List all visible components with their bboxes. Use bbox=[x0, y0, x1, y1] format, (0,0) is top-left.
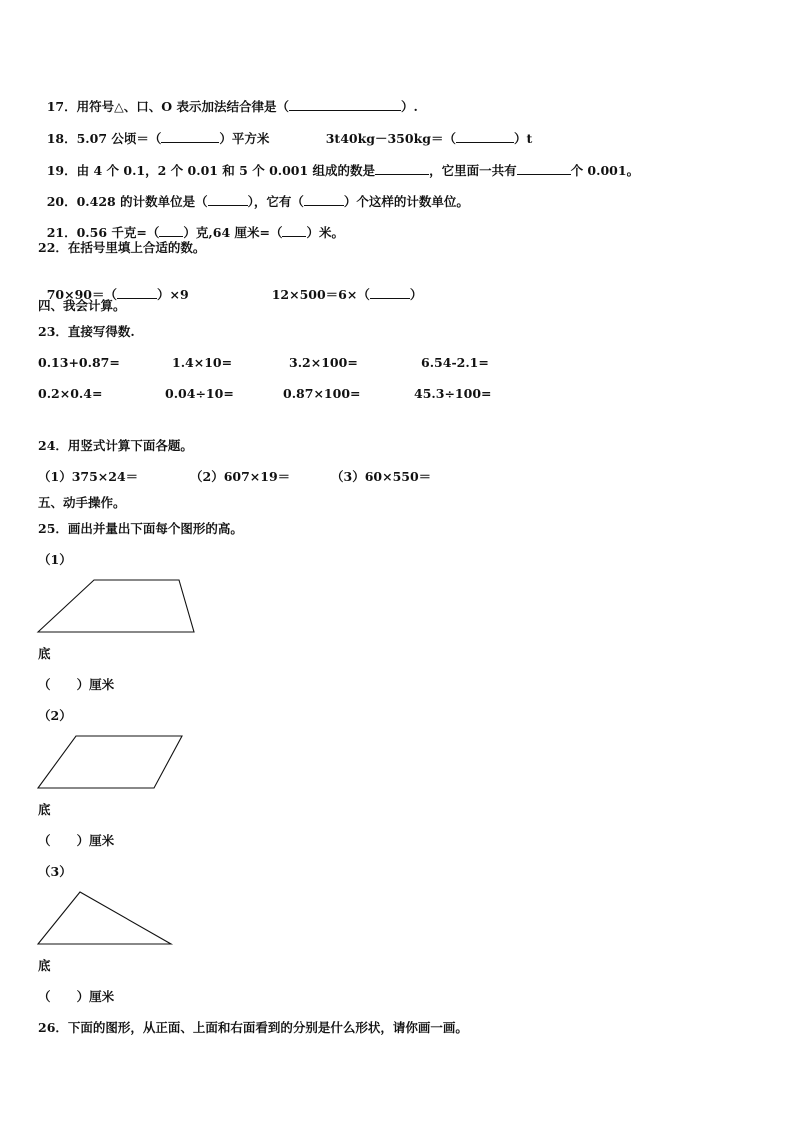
q18-b-text: 3t40kg－350kg＝（ bbox=[325, 131, 456, 146]
q22-b-text: 12×500＝6×（ bbox=[271, 287, 370, 302]
q21-blank-2[interactable] bbox=[282, 236, 306, 237]
trapezoid-figure[interactable] bbox=[34, 577, 204, 637]
q18-b-end: ）t bbox=[513, 131, 533, 146]
q22-a-end: ）×9 bbox=[156, 287, 189, 302]
q22-b-blank[interactable] bbox=[370, 298, 410, 299]
q17-text: 17．用符号△、口、O 表示加法结合律是（ bbox=[46, 99, 289, 114]
q19-line bbox=[38, 147, 639, 179]
q23-r2-c2: 0.04÷10= bbox=[165, 386, 234, 401]
q20-blank-2[interactable] bbox=[304, 205, 344, 206]
q25-fig2-answer[interactable]: （ ）厘米 bbox=[38, 833, 115, 848]
q20-c: ）个这样的计数单位。 bbox=[343, 194, 469, 209]
q25-fig1-answer[interactable]: （ ）厘米 bbox=[38, 677, 115, 692]
q25-fig3-answer[interactable]: （ ）厘米 bbox=[38, 989, 115, 1004]
q20-b: ），它有（ bbox=[247, 194, 304, 209]
q17-blank[interactable] bbox=[289, 110, 401, 111]
q19-b: ，它里面一共有 bbox=[429, 163, 517, 178]
q23-r2-c1: 0.2×0.4= bbox=[38, 386, 103, 401]
q20-line bbox=[38, 178, 469, 210]
q18-a-end: ）平方米 bbox=[219, 131, 270, 146]
q25-title: 25．画出并量出下面每个图形的高。 bbox=[38, 521, 243, 536]
q21-line bbox=[38, 209, 344, 241]
q22-title: 22．在括号里填上合适的数。 bbox=[38, 240, 206, 255]
q17-end: ）. bbox=[400, 99, 418, 114]
q23-r1-c1: 0.13+0.87= bbox=[38, 355, 120, 370]
q25-fig3-base: 底 bbox=[38, 958, 51, 973]
q23-r1-c3: 3.2×100= bbox=[289, 355, 358, 370]
q18-line-a bbox=[38, 115, 269, 147]
q21-c: ）米。 bbox=[306, 225, 344, 240]
q25-fig3-label: （3） bbox=[38, 864, 72, 879]
q24-item-3: （3）60×550＝ bbox=[331, 469, 432, 484]
q24-item-2: （2）607×19＝ bbox=[190, 469, 291, 484]
q21-b: ）克,64 厘米=（ bbox=[183, 225, 283, 240]
q21-blank-1[interactable] bbox=[159, 236, 183, 237]
q19-a: 19．由 4 个 0.1，2 个 0.01 和 5 个 0.001 组成的数是 bbox=[46, 163, 376, 178]
q23-r1-c4: 6.54-2.1= bbox=[421, 355, 489, 370]
q23-r2-c4: 45.3÷100= bbox=[414, 386, 492, 401]
q23-r2-c3: 0.87×100= bbox=[283, 386, 361, 401]
q18-a-blank[interactable] bbox=[161, 142, 219, 143]
q22-b-end: ） bbox=[409, 287, 423, 302]
q20-a: 20．0.428 的计数单位是（ bbox=[46, 194, 208, 209]
q18-b-blank[interactable] bbox=[456, 142, 514, 143]
q25-fig2-label: （2） bbox=[38, 708, 72, 723]
q17-line bbox=[38, 83, 418, 115]
section-4-heading: 四、我会计算。 bbox=[38, 298, 126, 313]
parallelogram-figure[interactable] bbox=[34, 733, 194, 793]
q25-fig2-base: 底 bbox=[38, 802, 51, 817]
q25-fig1-label: （1） bbox=[38, 552, 72, 567]
q19-c: 个 0.001。 bbox=[570, 163, 640, 178]
q20-blank-1[interactable] bbox=[208, 205, 248, 206]
q24-title: 24．用竖式计算下面各题。 bbox=[38, 438, 193, 453]
q19-blank-2[interactable] bbox=[517, 174, 571, 175]
q24-item-1: （1）375×24＝ bbox=[38, 469, 139, 484]
q21-a: 21．0.56 千克=（ bbox=[46, 225, 160, 240]
q23-r1-c2: 1.4×10= bbox=[172, 355, 233, 370]
q23-title: 23．直接写得数. bbox=[38, 324, 135, 339]
section-5-heading: 五、动手操作。 bbox=[38, 495, 126, 510]
q18-a-text: 18．5.07 公顷＝（ bbox=[46, 131, 162, 146]
q19-blank-1[interactable] bbox=[375, 174, 429, 175]
q22-line-b bbox=[263, 271, 422, 303]
q26-title: 26．下面的图形，从正面、上面和右面看到的分别是什么形状，请你画一画。 bbox=[38, 1020, 468, 1035]
q18-line-b bbox=[317, 115, 532, 147]
triangle-figure[interactable] bbox=[34, 889, 184, 949]
q25-fig1-base: 底 bbox=[38, 646, 51, 661]
q22-a-text: 70×90＝（ bbox=[46, 287, 117, 302]
